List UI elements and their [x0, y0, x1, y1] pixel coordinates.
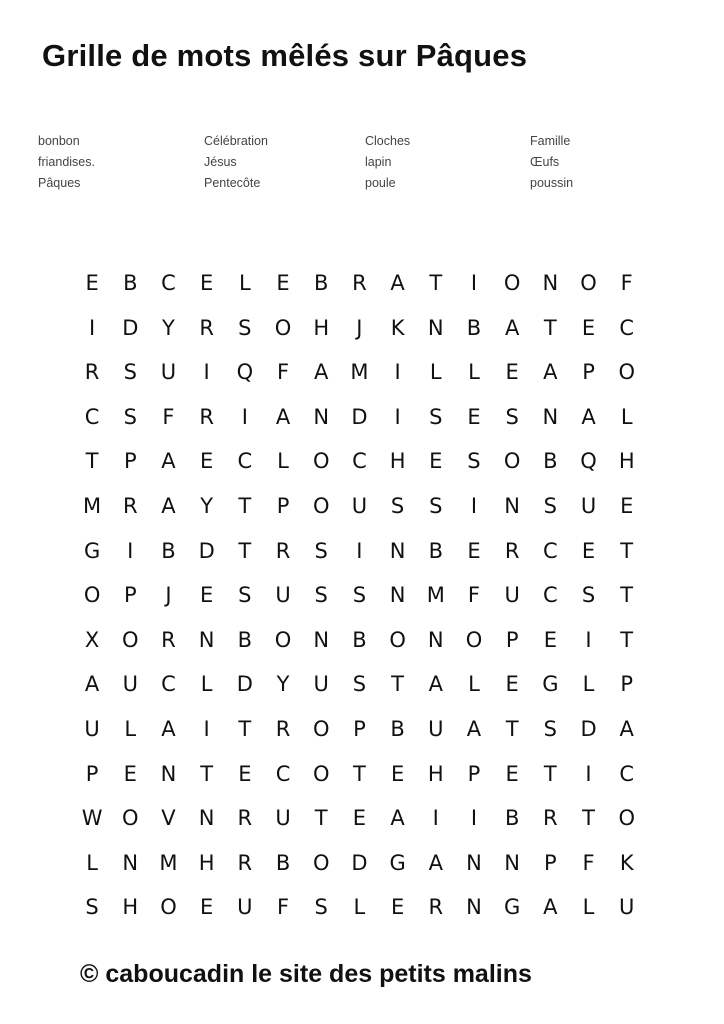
grid-cell: I	[203, 360, 210, 385]
grid-cell: M	[159, 850, 178, 875]
grid-cell: N	[466, 850, 482, 875]
grid-cell: U	[160, 360, 177, 385]
grid-cell: E	[467, 404, 481, 429]
grid-cell: A	[390, 271, 405, 295]
grid-cell: N	[389, 538, 406, 563]
grid-cell: Y	[200, 493, 214, 518]
grid-cell: D	[122, 315, 139, 340]
grid-cell: I	[470, 493, 478, 518]
grid-cell: I	[127, 538, 134, 563]
grid-cell: H	[427, 761, 444, 786]
grid-cell: F	[467, 583, 481, 608]
grid-cell: A	[161, 716, 176, 741]
grid-cell: S	[123, 360, 137, 385]
grid-cell: L	[468, 672, 480, 697]
grid-cell: B	[161, 538, 176, 563]
grid-cell: U	[428, 716, 444, 741]
grid-cell: L	[86, 850, 98, 875]
grid-cell: E	[200, 583, 214, 608]
grid-cell: I	[585, 761, 592, 786]
grid-cell: N	[160, 761, 177, 786]
word-list-item: bonbon	[38, 134, 80, 148]
grid-cell: R	[275, 716, 291, 741]
grid-cell: U	[275, 583, 291, 608]
grid-cell: R	[199, 404, 214, 429]
grid-cell: R	[428, 895, 444, 920]
grid-cell: U	[619, 895, 635, 920]
grid-cell: B	[504, 806, 520, 831]
grid-cell: P	[620, 672, 634, 697]
grid-cell: N	[504, 850, 521, 875]
grid-cell: E	[390, 761, 405, 786]
grid-cell: O	[618, 360, 635, 385]
grid-cell: E	[200, 449, 214, 474]
grid-cell: O	[274, 315, 292, 340]
grid-cell: O	[503, 271, 521, 295]
grid-cell: A	[161, 449, 176, 474]
grid-cell: G	[504, 895, 521, 920]
grid-cell: E	[505, 672, 519, 697]
grid-cell: N	[427, 627, 444, 652]
grid-cell: G	[389, 850, 406, 875]
grid-cell: O	[83, 583, 101, 608]
grid-cell: N	[466, 895, 482, 920]
word-list-item: poule	[365, 176, 396, 190]
grid-cell: I	[470, 271, 478, 295]
grid-cell: I	[432, 806, 439, 831]
grid-cell: L	[582, 672, 595, 697]
grid-cell: P	[85, 761, 99, 786]
grid-cell: U	[580, 493, 597, 518]
grid-cell: E	[505, 360, 519, 385]
grid-cell: I	[585, 627, 592, 652]
grid-cell: S	[314, 583, 328, 608]
grid-cell: B	[123, 271, 138, 295]
grid-cell: D	[351, 404, 368, 429]
grid-cell: I	[241, 404, 248, 429]
grid-cell: L	[238, 271, 251, 295]
grid-cell: C	[543, 538, 558, 563]
grid-cell: H	[198, 850, 215, 875]
grid-cell: T	[391, 672, 404, 697]
grid-cell: D	[580, 716, 597, 741]
grid-cell: T	[620, 538, 634, 563]
grid-cell: T	[314, 806, 328, 831]
grid-cell: F	[276, 895, 290, 920]
page-title: Grille de mots mêlés sur Pâques	[42, 38, 528, 73]
grid-cell: O	[580, 271, 597, 295]
grid-cell: U	[504, 583, 520, 608]
grid-cell: F	[582, 850, 595, 875]
grid-cell: M	[426, 583, 445, 608]
word-list-item: friandises.	[38, 155, 95, 169]
grid-cell: E	[429, 449, 443, 474]
grid-cell: T	[352, 761, 366, 786]
grid-cell: O	[312, 850, 330, 875]
grid-cell: T	[620, 583, 634, 608]
grid-cell: C	[237, 449, 253, 474]
grid-cell: R	[161, 627, 176, 652]
grid-cell: G	[542, 672, 559, 697]
grid-cell: R	[237, 806, 253, 831]
grid-cell: A	[619, 716, 634, 741]
grid-cell: B	[314, 271, 329, 295]
word-list-item: lapin	[365, 155, 392, 169]
grid-cell: B	[543, 449, 558, 474]
grid-cell: E	[276, 271, 290, 295]
grid-cell: H	[389, 449, 406, 474]
grid-cell: B	[352, 627, 367, 652]
grid-cell: I	[88, 315, 96, 340]
word-list-item: Jésus	[204, 155, 237, 169]
grid-cell: T	[543, 761, 557, 786]
grid-cell: H	[313, 315, 330, 340]
grid-cell: N	[198, 806, 215, 831]
grid-cell: U	[237, 895, 253, 920]
grid-cell: T	[429, 271, 443, 295]
grid-cell: T	[238, 493, 252, 518]
grid-cell: N	[313, 627, 330, 652]
grid-cell: S	[429, 404, 443, 429]
grid-cell: R	[237, 850, 253, 875]
grid-cell: N	[427, 315, 444, 340]
grid-cell: F	[276, 360, 290, 385]
grid-cell: P	[123, 583, 137, 608]
grid-cell: C	[352, 449, 367, 474]
grid-cell: J	[165, 583, 172, 608]
grid-cell: S	[85, 895, 99, 920]
grid-cell: T	[543, 315, 557, 340]
grid-cell: A	[543, 360, 558, 385]
grid-cell: H	[618, 449, 635, 474]
grid-cell: O	[274, 627, 292, 652]
grid-cell: A	[390, 806, 405, 831]
grid-cell: O	[503, 449, 521, 474]
grid-cell: L	[620, 404, 633, 429]
grid-cell: Y	[276, 672, 290, 697]
grid-cell: S	[505, 404, 519, 429]
grid-cell: Q	[236, 360, 254, 385]
grid-cell: E	[581, 315, 596, 340]
grid-cell: T	[620, 627, 634, 652]
grid-cell: R	[504, 538, 520, 563]
letter-grid	[73, 263, 646, 932]
grid-cell: I	[394, 360, 401, 385]
grid-cell: R	[199, 315, 214, 340]
grid-cell: Q	[580, 449, 597, 474]
grid-cell: A	[466, 716, 482, 741]
grid-cell: L	[468, 360, 480, 385]
grid-cell: N	[389, 583, 406, 608]
word-list-item: Pentecôte	[204, 176, 261, 190]
grid-cell: T	[238, 538, 252, 563]
grid-cell: T	[582, 806, 595, 831]
grid-cell: R	[352, 271, 367, 295]
grid-cell: I	[203, 716, 210, 741]
grid-cell: E	[467, 538, 481, 563]
grid-cell: A	[84, 672, 100, 697]
grid-cell: C	[275, 761, 291, 786]
copyright-footer: © caboucadin le site des petits malins	[80, 960, 532, 988]
grid-cell: A	[314, 360, 329, 385]
grid-cell: E	[390, 895, 405, 920]
grid-cell: F	[162, 404, 175, 429]
grid-cell: R	[275, 538, 291, 563]
grid-cell: S	[429, 493, 443, 518]
grid-cell: S	[543, 493, 558, 518]
grid-cell: P	[467, 761, 481, 786]
grid-cell: B	[428, 538, 443, 563]
grid-cell: O	[122, 806, 139, 831]
grid-cell: S	[390, 493, 405, 518]
grid-cell: T	[200, 761, 214, 786]
grid-cell: I	[394, 404, 401, 429]
grid-cell: N	[542, 404, 559, 429]
grid-cell: D	[351, 850, 368, 875]
grid-cell: C	[161, 271, 176, 295]
grid-cell: V	[161, 806, 176, 831]
grid-cell: A	[161, 493, 176, 518]
grid-cell: L	[353, 895, 366, 920]
grid-cell: N	[542, 271, 559, 295]
grid-cell: B	[466, 315, 482, 340]
grid-cell: E	[620, 493, 634, 518]
grid-cell: E	[238, 761, 252, 786]
grid-cell: S	[467, 449, 481, 474]
word-list-item: Œufs	[530, 155, 560, 169]
grid-cell: U	[84, 716, 100, 741]
grid-cell: T	[238, 716, 252, 741]
grid-cell: L	[429, 360, 442, 385]
grid-cell: G	[83, 538, 101, 563]
grid-cell: M	[350, 360, 369, 385]
grid-cell: O	[389, 627, 406, 652]
grid-cell: F	[620, 271, 633, 295]
grid-cell: S	[352, 583, 367, 608]
grid-cell: L	[200, 672, 213, 697]
grid-cell: T	[85, 449, 99, 474]
grid-cell: I	[470, 806, 478, 831]
grid-cell: D	[198, 538, 215, 563]
grid-cell: M	[83, 493, 102, 518]
grid-cell: P	[353, 716, 366, 741]
grid-cell: O	[465, 627, 483, 652]
grid-cell: C	[543, 583, 558, 608]
grid-cell: U	[275, 806, 291, 831]
grid-cell: O	[312, 761, 330, 786]
grid-cell: K	[619, 850, 634, 875]
grid-cell: E	[85, 271, 99, 295]
grid-cell: R	[84, 360, 100, 385]
grid-cell: U	[122, 672, 138, 697]
grid-cell: O	[312, 449, 330, 474]
grid-cell: S	[581, 583, 596, 608]
grid-cell: B	[275, 850, 291, 875]
grid-cell: P	[505, 627, 519, 652]
grid-cell: C	[619, 315, 635, 340]
grid-cell: P	[544, 850, 557, 875]
grid-cell: A	[428, 850, 443, 875]
grid-cell: K	[390, 315, 405, 340]
grid-cell: O	[312, 716, 330, 741]
word-list-item: Famille	[530, 134, 571, 148]
grid-cell: U	[313, 672, 329, 697]
grid-cell: X	[84, 627, 100, 652]
grid-cell: C	[84, 404, 100, 429]
grid-cell: S	[352, 672, 367, 697]
grid-cell: D	[236, 672, 253, 697]
grid-cell: S	[238, 583, 252, 608]
grid-cell: E	[200, 895, 214, 920]
grid-cell: E	[581, 538, 596, 563]
grid-cell: L	[124, 716, 137, 741]
grid-cell: N	[198, 627, 215, 652]
grid-cell: A	[504, 315, 520, 340]
grid-cell: B	[390, 716, 405, 741]
grid-cell: E	[123, 761, 137, 786]
grid-cell: P	[276, 493, 290, 518]
grid-cell: L	[582, 895, 595, 920]
grid-cell: W	[81, 806, 103, 831]
grid-cell: T	[505, 716, 519, 741]
grid-cell: S	[543, 716, 558, 741]
grid-cell: N	[313, 404, 330, 429]
grid-cell: U	[351, 493, 368, 518]
grid-cell: J	[356, 315, 363, 340]
grid-cell: H	[122, 895, 139, 920]
grid-cell: C	[161, 672, 176, 697]
grid-cell: O	[122, 627, 139, 652]
grid-cell: S	[238, 315, 252, 340]
grid-cell: B	[237, 627, 253, 652]
grid-cell: I	[356, 538, 363, 563]
grid-cell: S	[314, 538, 328, 563]
word-list-item: Célébration	[204, 134, 268, 148]
word-list-item: Pâques	[38, 176, 81, 190]
grid-cell: A	[275, 404, 291, 429]
grid-cell: E	[505, 761, 519, 786]
grid-cell: N	[504, 493, 521, 518]
grid-cell: A	[428, 672, 443, 697]
grid-cell: E	[200, 271, 214, 295]
grid-cell: R	[122, 493, 138, 518]
word-list	[38, 131, 658, 194]
grid-cell: E	[352, 806, 367, 831]
grid-cell: C	[619, 761, 635, 786]
grid-cell: Y	[162, 315, 175, 340]
word-list-item: Cloches	[365, 134, 411, 148]
grid-cell: P	[582, 360, 595, 385]
grid-cell: N	[122, 850, 139, 875]
grid-cell: S	[123, 404, 137, 429]
grid-cell: P	[123, 449, 137, 474]
word-list-item: poussin	[530, 176, 574, 190]
grid-cell: O	[312, 493, 330, 518]
grid-cell: A	[543, 895, 558, 920]
grid-cell: A	[581, 404, 596, 429]
grid-cell: S	[314, 895, 328, 920]
grid-cell: L	[277, 449, 289, 474]
grid-cell: E	[543, 627, 557, 652]
grid-cell: O	[160, 895, 177, 920]
grid-cell: R	[543, 806, 558, 831]
grid-cell: O	[618, 806, 635, 831]
